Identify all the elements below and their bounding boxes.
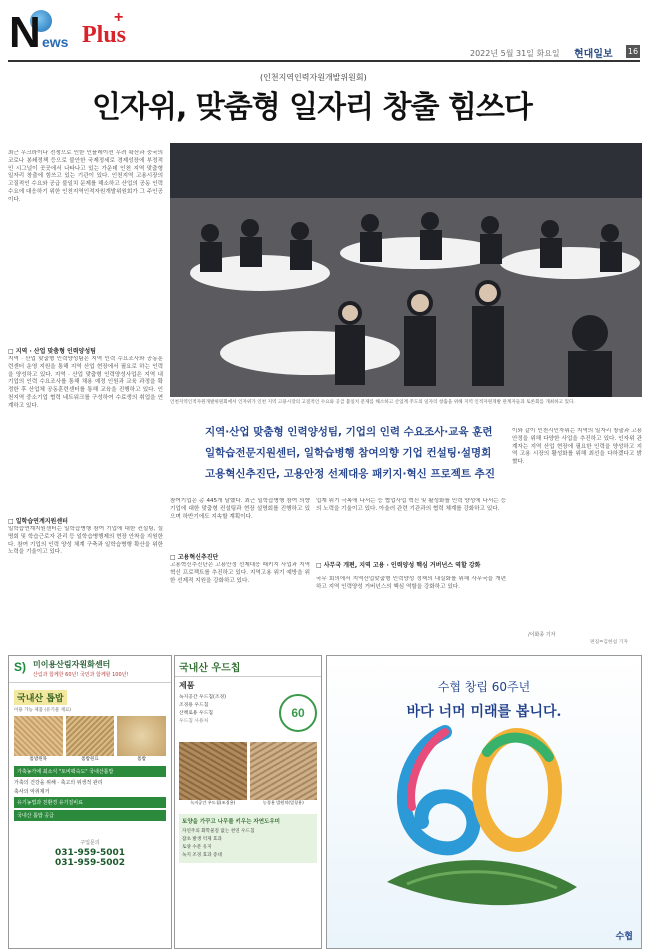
section2-title: □ 일학습연계지원센터 — [8, 518, 68, 525]
logo-plus: Plus — [82, 22, 127, 48]
ad1-bullet-2: 가축의 건강을 위해 · 축고의 위생적 관리 — [14, 780, 103, 786]
section4-body: 국무 회의에서 지역산업맞춤형 인력양성 정책의 내실화를 위해 사무국을 개편하고 지역 인력양성 거버넌스의 핵심 역할을 강화하고 있다. — [316, 576, 506, 590]
far-right-body: 이와 같이 인천시인자위는 지역의 일자리 창출과 고용 안정을 위해 다양한 사업을 추진하고 있다. 인자위 관계자는 지역 산업 현장에 필요한 인력을 양성하고 지역 고용 시장의 활성화를 위해 최선을 다하겠다고 밝혔다. — [512, 428, 642, 466]
ad2-60-emblem-icon: 60 — [279, 694, 317, 732]
ad2-bullet-3: 토양 수분 유지 — [182, 845, 212, 850]
ad1-product-sub: 이용 가능 제품 (유기물 재료) — [14, 708, 72, 713]
right-body: 업계 위기 극복에 나서는 등 협업사업 혁신 및 활성화를 인력 양성에 나서는 등의 노력을 기울이고 있다. 아울러 관련 기관과의 협력 체계를 강화하고 있다. — [316, 498, 506, 512]
ad3-logo: 수협 — [615, 932, 633, 942]
ad1-slogan: 산림과 함께한 60년! 국민과 함께할 100년! — [33, 672, 129, 678]
pull-quote — [205, 422, 505, 485]
conference-photo — [170, 143, 642, 397]
ad-suhyup — [326, 655, 642, 949]
ad1-bullet-1: 가축농가에 최소식 "토비팩숙도" 국내산톱밥 — [14, 766, 166, 777]
section2-body: 일학습연계지원센터는 일학습병행 참여 기업에 대한 컨설팅, 설명회 및 학습근로자 관리 등 일학습병행제의 현장 안착을 지원한다. 참여 기업의 인력 양성 체계 구축과 일학습병행 확산을 위한 노력을 기울이고 있다. — [8, 526, 163, 556]
ad1-bullet-3: 축사의 악취제거 — [14, 789, 50, 795]
ad2-bullet-1: 자연주의 화학물질 없는 천연 우드칩 — [182, 829, 255, 834]
ad1-image-1: 톱밥원목 — [14, 716, 63, 762]
ad2-green-title: 토양을 가꾸고 나무를 키우는 자연도우미 — [182, 819, 280, 825]
section1-title: □ 지역 · 산업 맞춤형 인력양성팀 — [8, 348, 96, 355]
ad1-bullet-4: 유기농법과 친환경 유기질비료 — [14, 797, 166, 808]
ad3-title: 수협 창립 60주년 — [437, 680, 531, 694]
plus-mark-icon: + — [114, 9, 124, 26]
dateline: 2022년 5월 31일 화요일 — [470, 49, 560, 58]
section3-body: 고용혁신추진단은 고용안정 선제대응 패키지 사업과 지역혁신 프로젝트를 추진하고 있다. 지역고용 위기 예방을 위한 선제적 지원을 강화하고 있다. — [170, 562, 310, 584]
logo-n: N — [9, 8, 39, 57]
headline: 인자위, 맞춤형 일자리 창출 힘쓰다 — [92, 90, 532, 125]
quote-line-3: 고용혁신추진단, 고용안정 선제대응 패키지·혁신 프로젝트 추진 — [205, 468, 495, 480]
ad1-name: 미이용산림자원화센터 — [33, 660, 111, 669]
ad1-logo-icon: S) — [14, 660, 26, 674]
ad2-item-3: 산책로용 우드칩 — [179, 711, 213, 716]
page-number: 16 — [627, 47, 639, 56]
ad1-image-2: 톱밥원료 — [66, 716, 115, 762]
ad-sawdust — [8, 655, 172, 949]
ad2-brand: 국내산 우드칩 — [179, 663, 241, 674]
ad1-bullet-5: 국내산 톱밥 공급 — [14, 810, 166, 821]
ad1-product: 국내산 톱밥 — [14, 690, 67, 705]
ad2-section: 제품 — [179, 681, 195, 690]
ad-woodchip — [174, 655, 322, 949]
kicker: (인천지역인력자원개발위원회) — [260, 73, 367, 82]
quote-line-1: 지역·산업 맞춤형 인력양성팀, 기업의 인력 수요조사·교육 훈련 — [205, 426, 493, 438]
ad3-slogan: 바다 너머 미래를 봅니다. — [406, 704, 562, 720]
section1-body: 지역 · 산업 맞춤형 인력양성팀은 지역 인력 수요조사와 공동훈련센터 운영 지원을 통해 지역 산업 현장에서 필요로 하는 인력을 양성하고 있다. 지역 · 산업 맞춤형 인력양성사업은 지역 내 기업의 인력 수요조사를 통해 채용 예정 인원과 교육 과정을 확정한 후 산업체 공동훈련센터를 통해 교육을 진행하고 있다. 인천지역 중소기업 협력 네트워크를 구성하여 수료생의 취업을 연계하고 있다. — [8, 356, 163, 409]
ad2-bullet-4: 녹지 조경 효과 증대 — [182, 853, 222, 858]
ad1-image-3: 톱밥 — [117, 716, 166, 762]
byline: /이화종 기자 — [528, 632, 556, 638]
header-rule — [8, 60, 640, 62]
editor-credit: 편집=김현섭 기자 — [590, 640, 628, 645]
paper-name: 현대일보 — [574, 49, 613, 60]
logo-ews: ews — [42, 34, 69, 50]
ad1-phone-1: 031-959-5001 — [54, 848, 126, 858]
ad2-item-1: 녹지공간 우드칩(조경) — [179, 695, 226, 700]
ad1-contact-label: 구입문의 — [80, 840, 100, 846]
mid-body: 참여기업은 총 445개 달했다. 최근 일학습병행 참여 의향 기업에 대한 맞춤형 컨설팅과 현장 설명회를 진행하고 있으며 하반기에도 지속할 계획이다. — [170, 498, 310, 520]
ad3-60-emblem-icon — [327, 712, 641, 942]
ad1-phone-2: 031-959-5002 — [54, 858, 126, 868]
ad2-sub: 우드칩 사용처 — [179, 719, 209, 724]
intro-text: 최근 우크라이나 전쟁으로 인한 인플레이션 우려 확산과 중국의 코로나 봉쇄정책 등으로 불안한 국제정세로 경제성장에 부정적인 시그널이 곳곳에서 나타나고 있는 가운데 인천 지역 맞춤형 일자리 창출에 힘쓰고 있는 기관이 있다. 인천지역 고용시장의 고질적인 수요와 공급 불일치 문제를 해소하고 산업의 공동 인력 수요에 대응하기 위한 인천지역인적자원개발위원회가 그 주인공이다. — [8, 150, 163, 203]
ad2-image-1: 녹지공간 우드칩(조경용) — [179, 742, 247, 806]
quote-line-2: 일학습전문지원센터, 일학습병행 참여의향 기업 컨설팅·설명회 — [205, 447, 492, 459]
ad2-item-2: 조경용 우드칩 — [179, 703, 209, 708]
section3-title: □ 고용혁신추진단 — [170, 554, 219, 561]
ad2-bullet-2: 잡초 발생 억제 효과 — [182, 837, 222, 842]
ad2-image-2: 농경용 발원치(멀칭용) — [250, 742, 318, 806]
photo-caption: 인천지역인적자원개발위원회에서 인자위가 인천 지역 고용시장의 고질적인 수요와 공급 불일치 문제를 해소하고 산업계 주도의 일자리 창출을 위해 지역 인적자원개발 관계자들과 토론회를 개최하고 있다. — [170, 400, 575, 405]
section4-title: □ 사무국 개편, 지역 고용 · 인력양성 핵심 거버넌스 역할 강화 — [316, 562, 481, 569]
